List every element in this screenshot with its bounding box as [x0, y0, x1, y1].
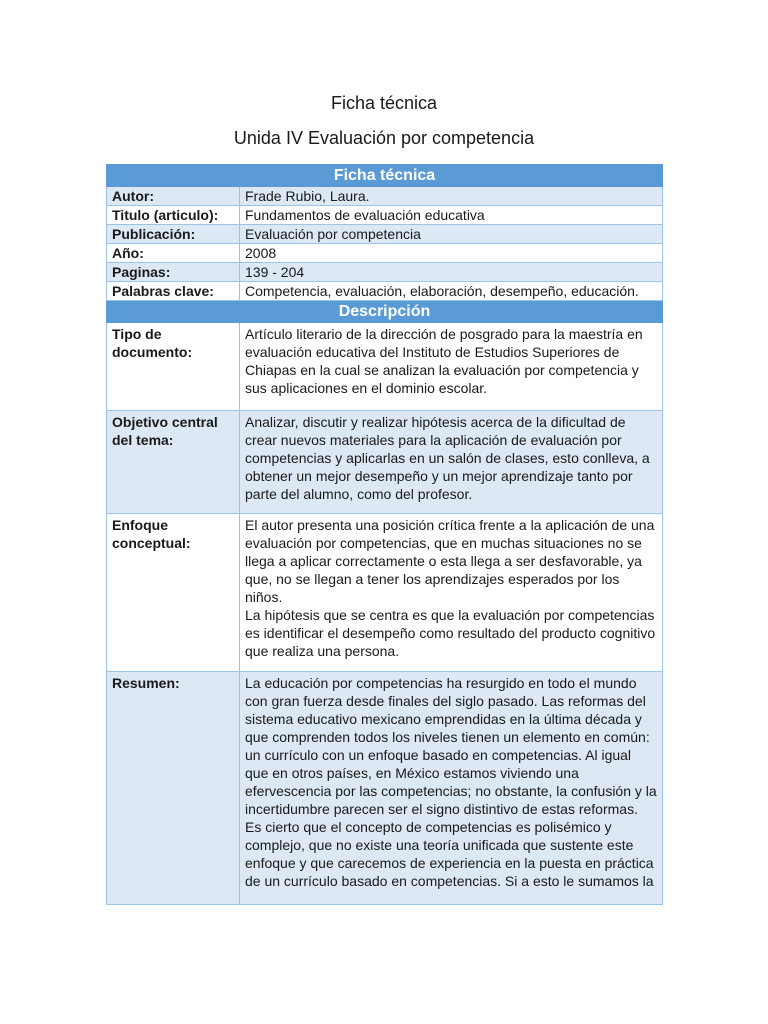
desc-label-enfoque: Enfoque conceptual: [107, 514, 240, 672]
desc-value-enfoque-hipotesis: La hipótesis que se centra es que la evaluación por competencias es identificar el desempeño como resultado del producto cognitivo que realiza una persona. [245, 607, 656, 659]
desc-value-objetivo: Analizar, discutir y realizar hipótesis acerca de la dificultad de crear nuevos materiales para la aplicación de evaluación por competencias y aplicarlas en un salón de clases, esto conlleva, a obtener un mejor desempeño y un mejor aprendizaje tanto por parte del alumno, como del profesor. [240, 411, 663, 514]
document-title: Ficha técnica [330, 93, 438, 113]
table-row [107, 672, 663, 905]
field-label-palabras-clave: Palabras clave: [107, 282, 240, 301]
document-subtitle: Unida IV Evaluación por competencia [233, 128, 535, 148]
field-label-titulo: Titulo (articulo): [107, 206, 240, 225]
table-header: Ficha técnica [107, 165, 663, 187]
field-value-palabras-clave: Competencia, evaluación, elaboración, desempeño, educación. [240, 282, 663, 301]
table-row [107, 514, 663, 672]
desc-cell-enfoque [240, 514, 663, 672]
field-value-paginas: 139 - 204 [240, 263, 663, 282]
table-row [107, 187, 663, 206]
desc-value-enfoque: El autor presenta una posición crítica frente a la aplicación de una evaluación por competencias, que en muchas situaciones no se llega a aplicar correctamente o esta llega a ser desfavorable, ya que, no se llegan a tener los aprendizajes esperados por los niños. [245, 517, 655, 605]
ficha-tecnica-table [106, 164, 663, 905]
desc-label-objetivo: Objetivo central del tema: [107, 411, 240, 514]
desc-label-resumen: Resumen: [107, 672, 240, 905]
field-value-ano: 2008 [240, 244, 663, 263]
field-value-autor: Frade Rubio, Laura. [240, 187, 663, 206]
field-value-titulo: Fundamentos de evaluación educativa [240, 206, 663, 225]
description-header: Descripción [107, 301, 663, 323]
table-row [107, 225, 663, 244]
field-label-publicacion: Publicación: [107, 225, 240, 244]
table-row [107, 244, 663, 263]
table-row [107, 323, 663, 411]
field-label-autor: Autor: [107, 187, 240, 206]
field-label-paginas: Paginas: [107, 263, 240, 282]
table-row [107, 411, 663, 514]
desc-value-resumen: La educación por competencias ha resurgido en todo el mundo con gran fuerza desde finales del siglo pasado. Las reformas del sistema educativo mexicano emprendidas en la última década y que comprenden todos los niveles tienen un elemento en común: un currículo con un enfoque basado en competencias. Al igual que en otros países, en México estamos viviendo una efervescencia por las competencias; no obstante, la confusión y la incertidumbre parecen ser el signo distintivo de estas reformas. Es cierto que el concepto de competencias es polisémico y complejo, que no existe una teoría unificada que sustente este enfoque y que carecemos de experiencia en la puesta en práctica de un currículo basado en competencias. Si a esto le sumamos la [240, 672, 663, 905]
desc-value-tipo: Artículo literario de la dirección de posgrado para la maestría en evaluación educativa del Instituto de Estudios Superiores de Chiapas en la cual se analizan la evaluación por competencia y sus aplicaciones en el dominio escolar. [240, 323, 663, 411]
table-row [107, 263, 663, 282]
field-value-publicacion: Evaluación por competencia [240, 225, 663, 244]
field-label-ano: Año: [107, 244, 240, 263]
desc-label-tipo: Tipo de documento: [107, 323, 240, 411]
table-row [107, 282, 663, 301]
table-row [107, 206, 663, 225]
